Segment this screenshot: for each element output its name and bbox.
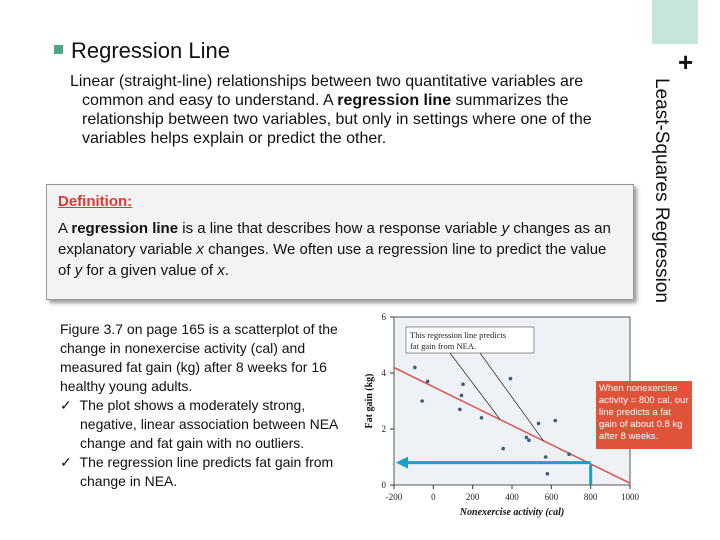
data-point xyxy=(420,399,424,403)
data-point xyxy=(509,377,513,381)
x-tick-label: 400 xyxy=(505,492,519,502)
definition-text: A regression line is a line that describes how a response variable y changes as an explanatory variable x changes. We often use a regression line to predict the value of y for a given value of x. xyxy=(58,220,611,279)
data-point xyxy=(461,382,465,386)
data-point xyxy=(553,419,557,423)
data-point xyxy=(567,452,571,456)
slide-title-text: Regression Line xyxy=(71,38,230,63)
list-item: ✓ The plot shows a moderately strong, negative, linear association between NEA change and fat gain with no outliers. xyxy=(60,397,338,451)
plus-icon: + xyxy=(678,47,694,77)
data-point xyxy=(458,408,462,412)
x-tick-label: 0 xyxy=(431,492,436,502)
data-point xyxy=(544,455,548,459)
figure-description xyxy=(60,320,360,491)
annotation-text: fat gain from NEA. xyxy=(410,341,477,351)
list-item: ✓ The regression line predicts fat gain from change in NEA. xyxy=(60,454,334,489)
data-point xyxy=(537,422,541,426)
x-axis-label: Nonexercise activity (cal) xyxy=(459,507,565,518)
x-tick-label: -200 xyxy=(385,492,403,502)
annotation-text: This regression line predicts xyxy=(410,330,507,340)
y-tick-label: 0 xyxy=(381,480,386,490)
prediction-callout: When nonexercise activity = 800 cal, our line predicts a fat gain of about 0.8 kg after 8 weeks. xyxy=(596,381,692,449)
data-point xyxy=(413,366,417,370)
data-point xyxy=(480,416,484,420)
check-icon: ✓ xyxy=(60,454,72,470)
bullet-icon xyxy=(54,45,63,54)
data-point xyxy=(525,436,529,440)
x-tick-label: 1000 xyxy=(621,492,639,502)
data-point xyxy=(501,447,505,451)
check-icon: ✓ xyxy=(60,397,72,413)
x-tick-label: 800 xyxy=(583,492,598,502)
data-point xyxy=(527,438,531,442)
definition-label: Definition: xyxy=(58,193,133,210)
x-tick-label: 200 xyxy=(465,492,480,502)
intro-paragraph: Linear (straight-line) relationships between two quantitative variables are common and easy to understand. A regression line summarizes the relationship between two variables, but only in settings where one of the variables helps explain or predict the other. xyxy=(70,73,592,147)
side-title-text: Least-Squares Regression xyxy=(651,78,672,303)
y-tick-label: 4 xyxy=(381,368,386,378)
data-point xyxy=(426,380,430,384)
x-tick-label: 600 xyxy=(544,492,559,502)
data-point xyxy=(546,472,550,476)
data-point xyxy=(460,394,464,398)
figure-description-body: Figure 3.7 on page 165 is a scatterplot of the change in nonexercise activity (cal) and measured fat gain (kg) after 8 weeks for 16 healthy young adults. xyxy=(60,321,338,394)
y-tick-label: 6 xyxy=(381,312,386,322)
y-tick-label: 2 xyxy=(381,424,386,434)
y-axis-label: Fat gain (kg) xyxy=(364,373,375,429)
header-accent-bar xyxy=(652,0,698,44)
slide-title xyxy=(54,38,230,64)
